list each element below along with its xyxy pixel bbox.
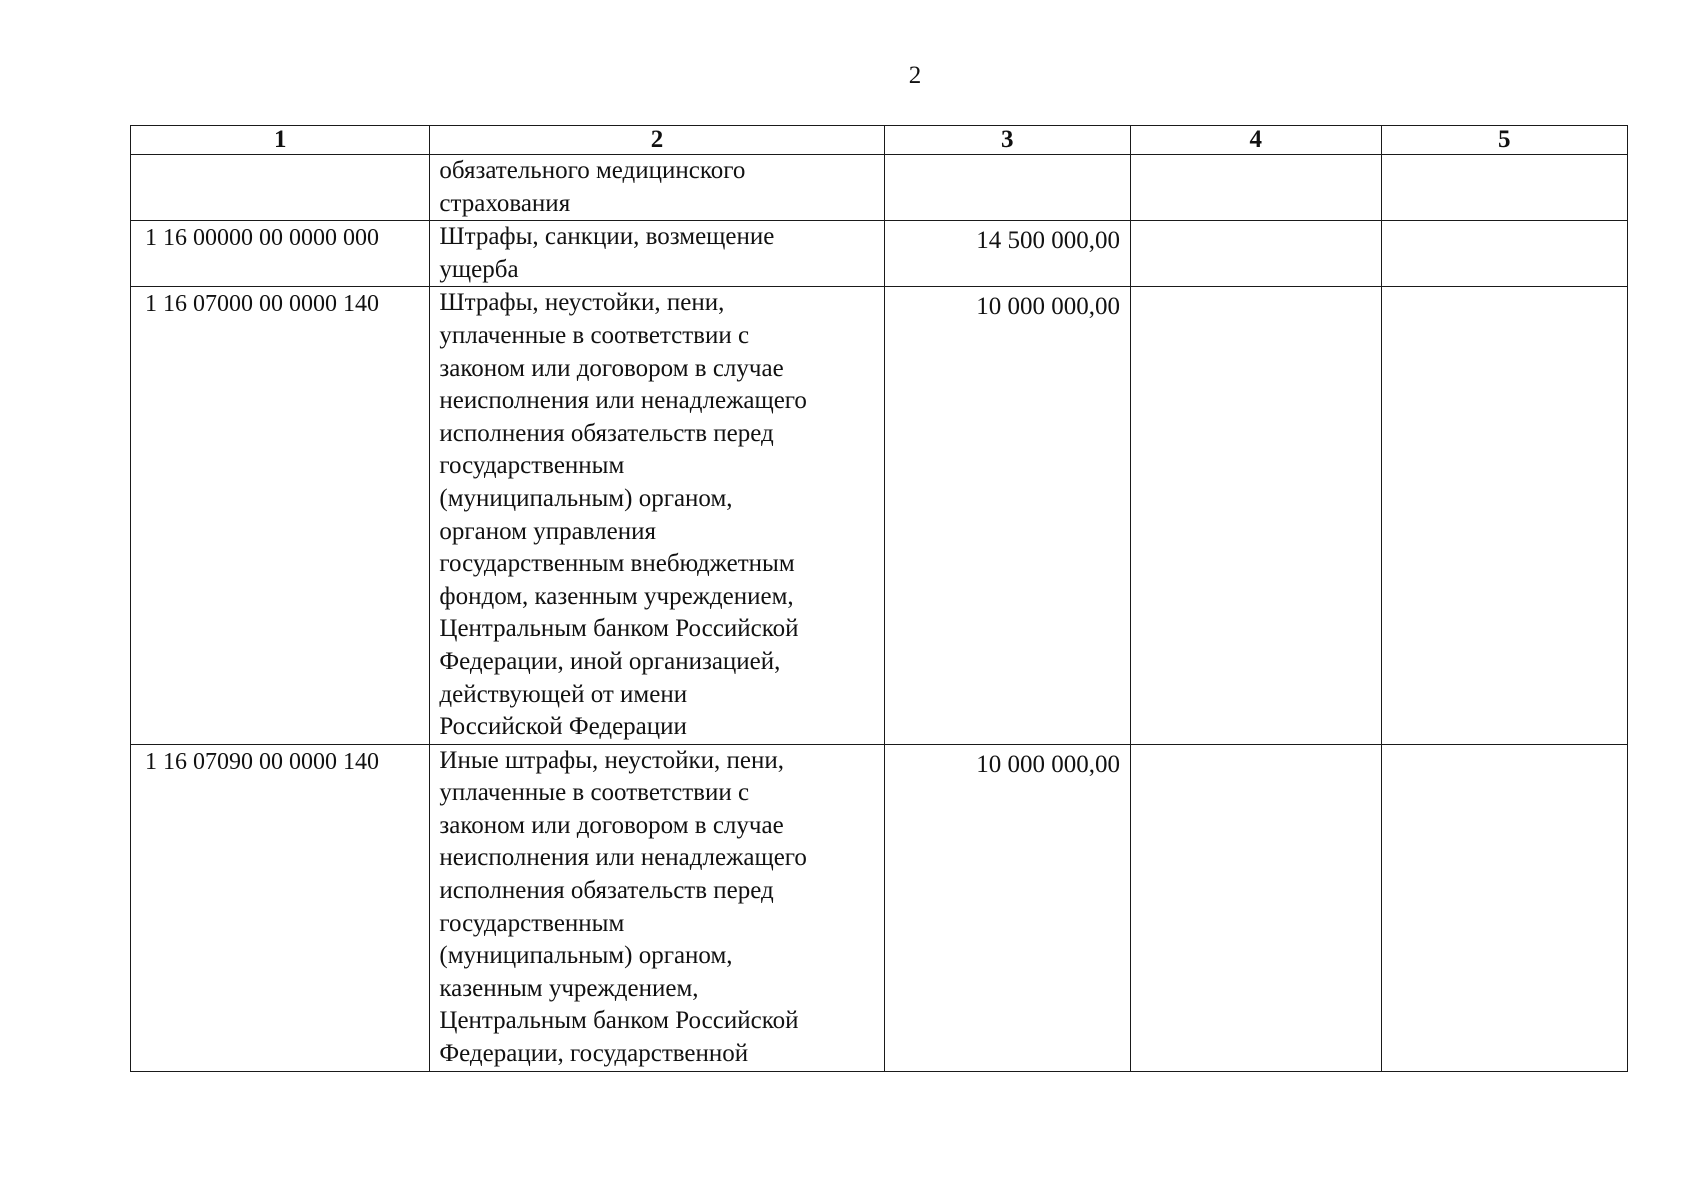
row-amount: 10 000 000,00 xyxy=(884,287,1130,744)
table-row xyxy=(131,221,1628,287)
header-col-2: 2 xyxy=(430,126,884,155)
row-col4 xyxy=(1131,155,1382,221)
row-name: Штрафы, санкции, возмещение ущерба xyxy=(430,221,884,287)
row-code: 1 16 07000 00 0000 140 xyxy=(131,287,430,744)
row-amount: 14 500 000,00 xyxy=(884,221,1130,287)
row-col4 xyxy=(1131,287,1382,744)
revenue-table xyxy=(130,125,1628,1072)
row-amount: 10 000 000,00 xyxy=(884,744,1130,1071)
page-number: 2 xyxy=(908,62,922,89)
table-row xyxy=(131,744,1628,1071)
header-col-3: 3 xyxy=(884,126,1130,155)
row-col5 xyxy=(1381,287,1627,744)
table-row xyxy=(131,287,1628,744)
row-code: 1 16 00000 00 0000 000 xyxy=(131,221,430,287)
row-col5 xyxy=(1381,221,1627,287)
row-code xyxy=(131,155,430,221)
header-col-5: 5 xyxy=(1381,126,1627,155)
header-col-1: 1 xyxy=(131,126,430,155)
row-name: Иные штрафы, неустойки, пени, уплаченные в соответствии с законом или договором в случае неисполнения или ненадлежащего исполнения обязательств перед государственным (муниципальным) органом, казенным учреждением, Центральным банком Российской Федерации, государственной xyxy=(430,744,884,1071)
row-col4 xyxy=(1131,221,1382,287)
row-col5 xyxy=(1381,744,1627,1071)
row-code: 1 16 07090 00 0000 140 xyxy=(131,744,430,1071)
row-name: Штрафы, неустойки, пени, уплаченные в соответствии с законом или договором в случае неисполнения или ненадлежащего исполнения обязательств перед государственным (муниципальным) органом, органом управления государственным внебюджетным фондом, казенным учреждением, Центральным банком Российской Федерации, иной организацией, действующей от имени Российской Федерации xyxy=(430,287,884,744)
row-col4 xyxy=(1131,744,1382,1071)
table-row xyxy=(131,155,1628,221)
row-name: обязательного медицинского страхования xyxy=(430,155,884,221)
row-amount xyxy=(884,155,1130,221)
header-col-4: 4 xyxy=(1131,126,1382,155)
header-row xyxy=(131,126,1628,155)
row-col5 xyxy=(1381,155,1627,221)
